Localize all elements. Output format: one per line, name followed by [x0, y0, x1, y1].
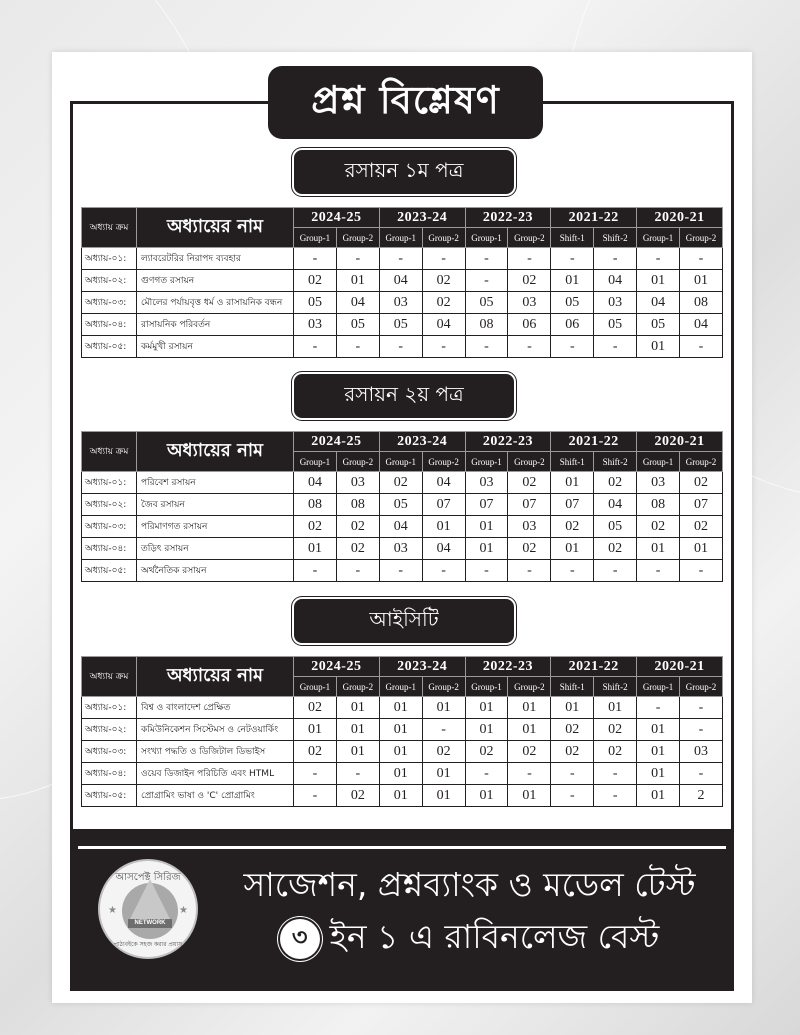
header-group: Shift-2 [594, 228, 637, 248]
question-count: 01 [379, 785, 422, 807]
footer-tagline-2-row [215, 911, 724, 967]
question-count: - [379, 336, 422, 358]
question-count: 02 [508, 538, 551, 560]
section-title-ict: আইসিটি [294, 599, 514, 643]
table-row [82, 719, 723, 741]
question-count: 01 [294, 538, 337, 560]
question-count: - [465, 248, 508, 270]
header-group: Group-2 [680, 228, 723, 248]
header-group: Group-1 [465, 677, 508, 697]
question-count: 05 [379, 314, 422, 336]
question-count: 02 [508, 472, 551, 494]
table-row [82, 292, 723, 314]
chapter-name: পরিমাণগত রসায়ন [137, 516, 294, 538]
question-count: 02 [336, 538, 379, 560]
header-group: Group-1 [294, 677, 337, 697]
question-count: 01 [465, 516, 508, 538]
question-count: - [508, 763, 551, 785]
question-count: - [422, 248, 465, 270]
chapter-serial: অধ্যায়-০২: [82, 270, 137, 292]
chapter-name: পরিবেশ রসায়ন [137, 472, 294, 494]
question-count: - [637, 560, 680, 582]
question-count: 02 [594, 719, 637, 741]
question-count: 02 [508, 270, 551, 292]
header-year: 2022-23 [465, 432, 551, 452]
question-count: - [551, 785, 594, 807]
header-year: 2024-25 [294, 657, 380, 677]
question-count: - [294, 560, 337, 582]
chapter-name: গুণগত রসায়ন [137, 270, 294, 292]
question-count: 04 [422, 314, 465, 336]
chapter-serial: অধ্যায়-০৪: [82, 314, 137, 336]
question-count: 02 [551, 719, 594, 741]
header-group: Group-1 [637, 677, 680, 697]
table-row [82, 248, 723, 270]
question-count: 02 [594, 741, 637, 763]
header-year: 2024-25 [294, 432, 380, 452]
question-count: - [465, 763, 508, 785]
star-icon: ★ [108, 905, 117, 916]
question-count: - [508, 248, 551, 270]
table-row [82, 270, 723, 292]
question-count: - [336, 248, 379, 270]
header-group: Group-1 [379, 228, 422, 248]
chapter-serial: অধ্যায়-০১: [82, 472, 137, 494]
question-count: - [379, 560, 422, 582]
question-count: - [465, 270, 508, 292]
question-count: 03 [294, 314, 337, 336]
question-count: - [551, 560, 594, 582]
question-count: 01 [336, 741, 379, 763]
header-year: 2021-22 [551, 657, 637, 677]
logo-badge: NETWORK [128, 919, 172, 928]
question-count: 02 [294, 741, 337, 763]
chapter-name: অর্থনৈতিক রসায়ন [137, 560, 294, 582]
header-group: Group-2 [336, 677, 379, 697]
header-year: 2022-23 [465, 208, 551, 228]
question-count: - [465, 560, 508, 582]
question-count: - [294, 248, 337, 270]
question-count: - [294, 763, 337, 785]
header-group: Group-1 [294, 452, 337, 472]
header-group: Group-1 [465, 452, 508, 472]
number-badge: ৩ [280, 919, 320, 959]
question-count: 04 [594, 494, 637, 516]
chapter-name: মৌলের পর্যায়বৃত্ত ধর্ম ও রাসায়নিক বন্ধন [137, 292, 294, 314]
question-count: - [551, 763, 594, 785]
header-year: 2023-24 [379, 432, 465, 452]
question-count: - [680, 697, 723, 719]
question-count: - [551, 248, 594, 270]
header-year: 2023-24 [379, 657, 465, 677]
question-count: 04 [680, 314, 723, 336]
question-count: 01 [336, 697, 379, 719]
question-count: 02 [551, 516, 594, 538]
question-count: - [336, 560, 379, 582]
question-count: 08 [336, 494, 379, 516]
question-count: 2 [680, 785, 723, 807]
question-count: - [422, 560, 465, 582]
question-count: - [637, 697, 680, 719]
question-count: 04 [379, 270, 422, 292]
header-group: Group-2 [422, 677, 465, 697]
question-count: 06 [508, 314, 551, 336]
header-group: Group-2 [336, 228, 379, 248]
question-count: 01 [508, 719, 551, 741]
question-count: 01 [680, 538, 723, 560]
chapter-serial: অধ্যায়-০৫: [82, 785, 137, 807]
table-row [82, 516, 723, 538]
chapter-name: কর্মমুখী রসায়ন [137, 336, 294, 358]
chapter-name: ওয়েব ডিজাইন পরিচিতি এবং HTML [137, 763, 294, 785]
question-count: 03 [508, 292, 551, 314]
question-count: 02 [294, 516, 337, 538]
header-chapter-name: অধ্যায়ের নাম [137, 657, 294, 697]
chapter-serial: অধ্যায়-০২: [82, 494, 137, 516]
question-count: - [551, 336, 594, 358]
header-group: Shift-2 [594, 452, 637, 472]
question-count: 01 [422, 785, 465, 807]
question-count: 01 [508, 785, 551, 807]
question-count: 08 [465, 314, 508, 336]
header-group: Group-1 [379, 452, 422, 472]
question-count: 05 [594, 516, 637, 538]
question-count: - [508, 560, 551, 582]
question-count: 01 [336, 270, 379, 292]
question-count: 01 [336, 719, 379, 741]
question-count: 02 [294, 270, 337, 292]
header-group: Group-1 [637, 452, 680, 472]
question-count: - [594, 763, 637, 785]
table-row [82, 741, 723, 763]
question-count: - [422, 336, 465, 358]
question-count: 02 [336, 785, 379, 807]
question-count: 01 [422, 516, 465, 538]
question-count: 07 [551, 494, 594, 516]
question-count: - [422, 719, 465, 741]
question-count: 04 [294, 472, 337, 494]
question-count: 02 [637, 516, 680, 538]
table-row [82, 538, 723, 560]
question-count: - [637, 248, 680, 270]
question-count: 03 [379, 292, 422, 314]
question-count: 01 [551, 472, 594, 494]
question-count: 02 [422, 270, 465, 292]
question-count: 04 [422, 472, 465, 494]
question-count: 01 [637, 741, 680, 763]
header-year: 2023-24 [379, 208, 465, 228]
section-title-chemistry-1: রসায়ন ১ম পত্র [294, 150, 514, 194]
question-count: 01 [379, 697, 422, 719]
question-count: 01 [422, 697, 465, 719]
header-year: 2020-21 [637, 208, 723, 228]
chapter-serial: অধ্যায়-০২: [82, 719, 137, 741]
question-count: 01 [294, 719, 337, 741]
question-count: 07 [508, 494, 551, 516]
analysis-table-chemistry-2 [81, 431, 723, 582]
question-count: - [680, 248, 723, 270]
question-count: 08 [680, 292, 723, 314]
question-count: 06 [551, 314, 594, 336]
question-count: 02 [594, 472, 637, 494]
header-group: Group-2 [680, 677, 723, 697]
question-count: 02 [594, 538, 637, 560]
question-count: 07 [422, 494, 465, 516]
header-group: Group-2 [508, 452, 551, 472]
question-count: - [680, 763, 723, 785]
star-icon: ★ [179, 905, 188, 916]
chapter-name: তড়িৎ রসায়ন [137, 538, 294, 560]
header-group: Group-2 [680, 452, 723, 472]
question-count: 01 [637, 763, 680, 785]
question-count: - [680, 336, 723, 358]
analysis-table-chemistry-1 [81, 207, 723, 358]
chapter-serial: অধ্যায়-০৫: [82, 336, 137, 358]
header-group: Group-2 [508, 228, 551, 248]
question-count: 05 [465, 292, 508, 314]
chapter-name: রাসায়নিক পরিবর্তন [137, 314, 294, 336]
header-group: Group-2 [508, 677, 551, 697]
question-count: 01 [637, 270, 680, 292]
table-row [82, 763, 723, 785]
footer-divider [78, 846, 726, 849]
question-count: 01 [637, 719, 680, 741]
question-count: - [336, 763, 379, 785]
footer-banner [70, 829, 734, 990]
question-count: - [465, 336, 508, 358]
section-title-chemistry-2: রসায়ন ২য় পত্র [294, 374, 514, 418]
header-group: Group-1 [637, 228, 680, 248]
header-year: 2021-22 [551, 432, 637, 452]
question-count: - [594, 248, 637, 270]
header-group: Group-1 [294, 228, 337, 248]
chapter-serial: অধ্যায়-০১: [82, 697, 137, 719]
question-count: 03 [508, 516, 551, 538]
question-count: 01 [551, 270, 594, 292]
header-year: 2024-25 [294, 208, 380, 228]
header-group: Group-1 [379, 677, 422, 697]
question-count: 01 [594, 697, 637, 719]
question-count: 04 [422, 538, 465, 560]
header-group: Shift-1 [551, 228, 594, 248]
header-group: Group-2 [422, 228, 465, 248]
question-count: - [594, 560, 637, 582]
question-count: 01 [465, 697, 508, 719]
question-count: 05 [336, 314, 379, 336]
chapter-name: ল্যাবরেটরির নিরাপদ ব্যবহার [137, 248, 294, 270]
question-count: 01 [379, 741, 422, 763]
chapter-serial: অধ্যায়-০৩: [82, 292, 137, 314]
question-count: - [336, 336, 379, 358]
chapter-serial: অধ্যায়-০৩: [82, 516, 137, 538]
question-count: 02 [680, 472, 723, 494]
chapter-serial: অধ্যায়-০৫: [82, 560, 137, 582]
chapter-serial: অধ্যায়-০১: [82, 248, 137, 270]
header-year: 2020-21 [637, 432, 723, 452]
question-count: 02 [422, 741, 465, 763]
header-chapter-name: অধ্যায়ের নাম [137, 432, 294, 472]
question-count: 01 [422, 763, 465, 785]
chapter-serial: অধ্যায়-০৪: [82, 763, 137, 785]
question-count: 03 [336, 472, 379, 494]
analysis-table-ict [81, 656, 723, 807]
question-count: - [680, 560, 723, 582]
question-count: 02 [422, 292, 465, 314]
chapter-serial: অধ্যায়-০৪: [82, 538, 137, 560]
question-count: - [680, 719, 723, 741]
header-chapter-name: অধ্যায়ের নাম [137, 208, 294, 248]
question-count: 03 [637, 472, 680, 494]
table-row [82, 494, 723, 516]
table-row [82, 314, 723, 336]
question-count: 04 [336, 292, 379, 314]
question-count: 03 [594, 292, 637, 314]
question-count: 01 [637, 538, 680, 560]
question-count: 01 [637, 785, 680, 807]
header-group: Shift-1 [551, 677, 594, 697]
question-count: 01 [551, 538, 594, 560]
question-count: 01 [680, 270, 723, 292]
chapter-name: বিশ্ব ও বাংলাদেশ প্রেক্ষিত [137, 697, 294, 719]
page-title: প্রশ্ন বিশ্লেষণ [268, 66, 543, 139]
question-count: 01 [465, 538, 508, 560]
header-year: 2021-22 [551, 208, 637, 228]
header-group: Shift-1 [551, 452, 594, 472]
header-serial: অধ্যায় ক্রম [82, 208, 137, 248]
logo-bottom-text: পাঠ্যবইকে সহজ করার প্রয়াস [113, 941, 183, 948]
question-count: 01 [465, 719, 508, 741]
question-count: 04 [379, 516, 422, 538]
question-count: 04 [637, 292, 680, 314]
question-count: 05 [379, 494, 422, 516]
question-count: 03 [465, 472, 508, 494]
question-count: - [594, 785, 637, 807]
table-row [82, 560, 723, 582]
question-count: 02 [465, 741, 508, 763]
header-group: Group-2 [422, 452, 465, 472]
question-count: - [294, 785, 337, 807]
header-group: Group-1 [465, 228, 508, 248]
brand-logo [98, 859, 198, 959]
question-count: 02 [508, 741, 551, 763]
chapter-serial: অধ্যায়-০৩: [82, 741, 137, 763]
question-count: - [594, 336, 637, 358]
footer-tagline-1: সাজেশন, প্রশ্নব্যাংক ও মডেল টেস্ট [243, 865, 696, 904]
footer-tagline-2: ইন ১ এ রাবিনলেজ বেস্ট [329, 917, 660, 956]
question-count: 08 [294, 494, 337, 516]
question-count: 01 [551, 697, 594, 719]
question-count: 07 [465, 494, 508, 516]
header-group: Shift-2 [594, 677, 637, 697]
question-count: - [508, 336, 551, 358]
question-count: 01 [379, 763, 422, 785]
header-serial: অধ্যায় ক্রম [82, 432, 137, 472]
question-count: 08 [637, 494, 680, 516]
question-count: 01 [637, 336, 680, 358]
question-count: 02 [551, 741, 594, 763]
chapter-name: কমিউনিকেশন সিস্টেমস ও নেটওয়ার্কিং [137, 719, 294, 741]
header-year: 2020-21 [637, 657, 723, 677]
table-row [82, 336, 723, 358]
question-count: 02 [379, 472, 422, 494]
table-row [82, 785, 723, 807]
question-count: 05 [594, 314, 637, 336]
chapter-name: প্রোগ্রামিং ভাষা ও 'C' প্রোগ্রামিং [137, 785, 294, 807]
question-count: 05 [551, 292, 594, 314]
header-year: 2022-23 [465, 657, 551, 677]
header-group: Group-2 [336, 452, 379, 472]
question-count: 05 [294, 292, 337, 314]
question-count: - [379, 248, 422, 270]
question-count: 02 [680, 516, 723, 538]
table-row [82, 472, 723, 494]
question-count: 01 [508, 697, 551, 719]
header-serial: অধ্যায় ক্রম [82, 657, 137, 697]
chapter-name: সংখ্যা পদ্ধতি ও ডিজিটাল ডিভাইস [137, 741, 294, 763]
chapter-name: জৈব রসায়ন [137, 494, 294, 516]
logo-top-text: আসপেক্ট সিরিজ [115, 872, 181, 883]
question-count: 01 [379, 719, 422, 741]
question-count: 02 [336, 516, 379, 538]
question-count: 04 [594, 270, 637, 292]
question-count: 01 [465, 785, 508, 807]
question-count: - [294, 336, 337, 358]
question-count: 07 [680, 494, 723, 516]
question-count: 03 [379, 538, 422, 560]
table-row [82, 697, 723, 719]
question-count: 02 [294, 697, 337, 719]
question-count: 03 [680, 741, 723, 763]
question-count: 05 [637, 314, 680, 336]
